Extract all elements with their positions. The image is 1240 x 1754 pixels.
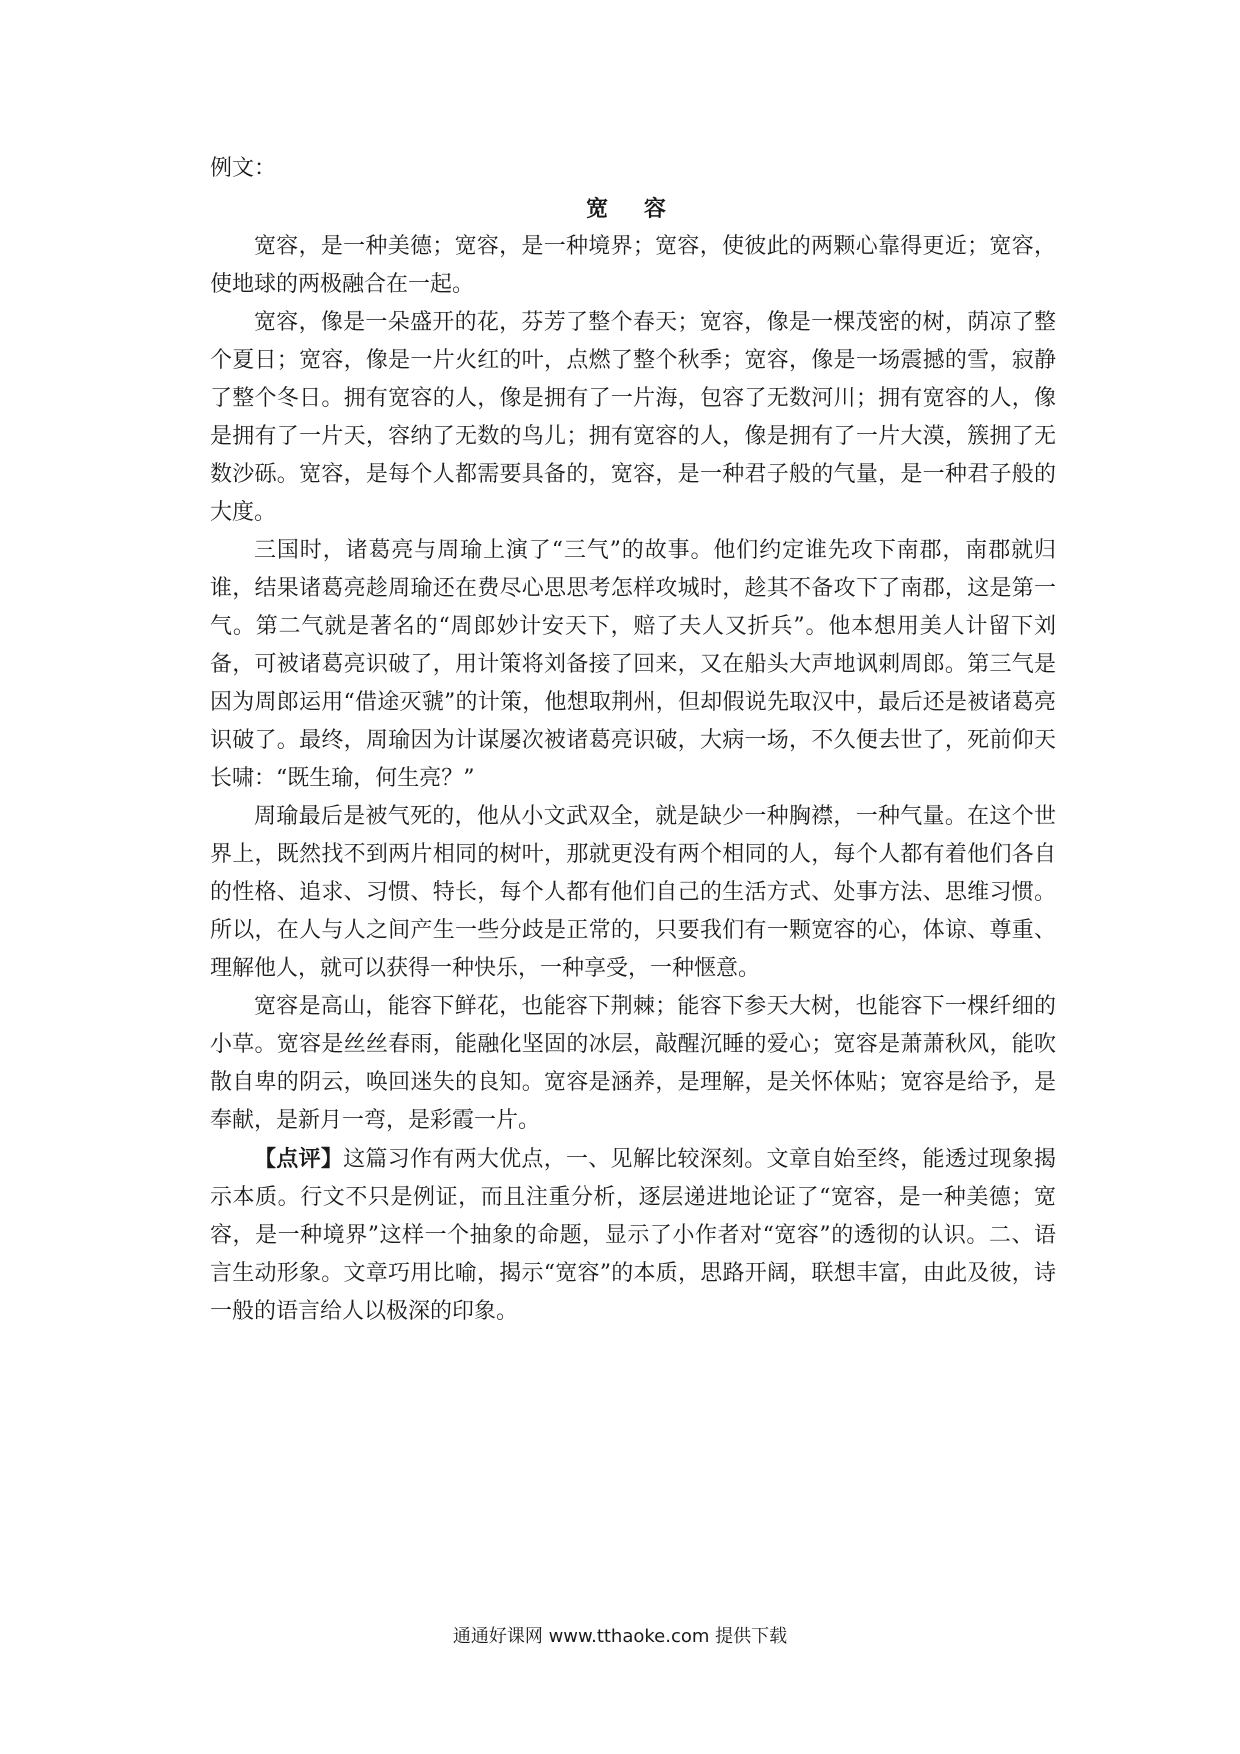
paragraph-4: 周瑜最后是被气死的，他从小文武双全，就是缺少一种胸襟，一种气量。在这个世界上，既然找不到两片相同的树叶，那就更没有两个相同的人，每个人都有着他们各自的性格、追求、习惯、特长，每个人都有他们自己的生活方式、处事方法、思维习惯。所以，在人与人之间产生一些分歧是正常的，只要我们有一颗宽容的心，体谅、尊重、理解他人，就可以获得一种快乐，一种享受，一种惬意。 xyxy=(210,804,1056,981)
example-label: 例文： xyxy=(210,156,277,181)
paragraph-2: 宽容，像是一朵盛开的花，芬芳了整个春天；宽容，像是一棵茂密的树，荫凉了整个夏日；宽容，像是一片火红的叶，点燃了整个秋季；宽容，像是一场震撼的雪，寂静了整个冬日。拥有宽容的人，像是拥有了一片海，包容了无数河川；拥有宽容的人，像是拥有了一片天，容纳了无数的鸟儿；拥有宽容的人，像是拥有了一片大漠，簇拥了无数沙砾。宽容，是每个人都需要具备的，宽容，是一种君子般的气量，是一种君子般的大度。 xyxy=(210,310,1056,525)
document-page xyxy=(210,150,1056,1331)
paragraph-5: 宽容是高山，能容下鲜花，也能容下荆棘；能容下参天大树，也能容下一棵纤细的小草。宽容是丝丝春雨，能融化坚固的冰层，敲醒沉睡的爱心；宽容是萧萧秋风，能吹散自卑的阴云，唤回迷失的良知。宽容是涵养，是理解，是关怀体贴；宽容是给予，是奉献，是新月一弯，是彩霞一片。 xyxy=(210,994,1056,1133)
paragraph-3: 三国时，诸葛亮与周瑜上演了“三气”的故事。他们约定谁先攻下南郡，南郡就归谁，结果诸葛亮趁周瑜还在费尽心思思考怎样攻城时，趁其不备攻下了南郡，这是第一气。第二气就是著名的“周郎妙计安天下，赔了夫人又折兵”。他本想用美人计留下刘备，可被诸葛亮识破了，用计策将刘备接了回来，又在船头大声地讽刺周郎。第三气是因为周郎运用“借途灭虢”的计策，他想取荆州，但却假说先取汉中，最后还是被诸葛亮识破了。最终，周瑜因为计谋屡次被诸葛亮识破，大病一场，不久便去世了，死前仰天长啸：“既生瑜，何生亮？” xyxy=(210,538,1056,791)
paragraph-1: 宽容，是一种美德；宽容，是一种境界；宽容，使彼此的两颗心靠得更近；宽容，使地球的两极融合在一起。 xyxy=(210,234,1056,297)
comment-text: 这篇习作有两大优点，一、见解比较深刻。文章自始至终，能透过现象揭示本质。行文不只是例证，而且注重分析，逐层递进地论证了“宽容，是一种美德；宽容，是一种境界”这样一个抽象的命题，显示了小作者对“宽容”的透彻的认识。二、语言生动形象。文章巧用比喻，揭示“宽容”的本质，思路开阔，联想丰富，由此及彼，诗一般的语言给人以极深的印象。 xyxy=(210,1147,1056,1324)
footer-download-note: 通通好课网 www.tthaoke.com 提供下载 xyxy=(452,1626,788,1647)
essay-title: 宽 容 xyxy=(586,196,680,222)
comment-paragraph xyxy=(210,1140,1056,1331)
comment-tag: 【点评】 xyxy=(254,1146,344,1172)
